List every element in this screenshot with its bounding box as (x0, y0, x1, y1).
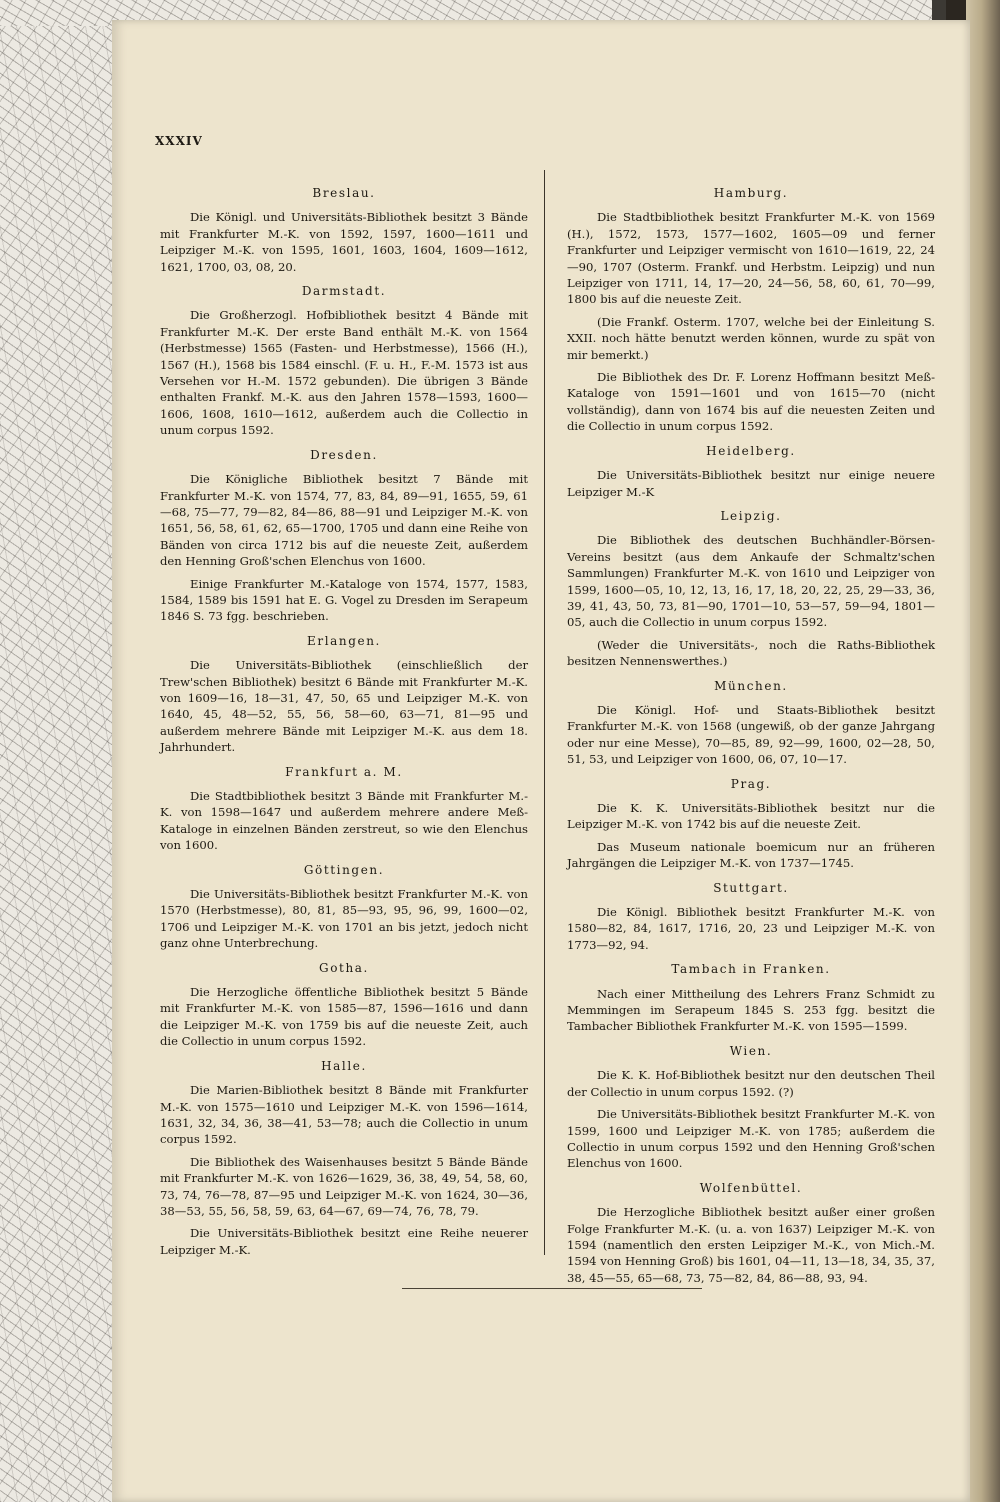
book-page (112, 20, 970, 1502)
section-paragraph: Die Universitäts-Bibliothek (einschließlich der Trew'schen Bibliothek) besitzt 6 Bände mit Frankfurter M.-K. von 1609—16, 18—31, 47, 50, 65 und Leipziger M.-K. von 1640, 45, 48—52, 55, 56, 58—60, 63—71, 81—95 und außerdem mehrere Bände mit Leipziger M.-K. aus dem 18. Jahrhundert. (160, 658, 528, 755)
section-paragraph: Die Königl. Bibliothek besitzt Frankfurter M.-K. von 1580—82, 84, 1617, 1716, 20, 23 und Leipziger M.-K. von 1773—92, 94. (567, 905, 935, 952)
section-paragraph: Die Königl. Hof- und Staats-Bibliothek besitzt Frankfurter M.-K. von 1568 (ungewiß, ob der ganze Jahrgang oder nur eine Messe), 70—85, 89, 92—99, 1600, 02—28, 50, 51, 53, und Leipziger von 1600, 06, 07, 10—17. (567, 702, 935, 767)
section-heading: Erlangen. (307, 633, 381, 648)
section-paragraph: Die Universitäts-Bibliothek besitzt eine Reihe neuerer Leipziger M.-K. (160, 1226, 528, 1257)
book-fore-edge (966, 0, 1000, 1502)
library-section (567, 961, 935, 1035)
section-heading: Göttingen. (303, 862, 385, 877)
bottom-rule (402, 1288, 702, 1289)
section-paragraph: Die Universitäts-Bibliothek besitzt Frankfurter M.-K. von 1570 (Herbstmesse), 80, 81, 85—93, 95, 96, 99, 1600—02, 1706 und Leipziger M.-K. von 1701 an bis jetzt, jedoch nicht ganz ohne Unterbrechung. (160, 887, 528, 951)
section-heading: Breslau. (312, 186, 376, 200)
section-paragraph: Die Stadtbibliothek besitzt Frankfurter M.-K. von 1569 (H.), 1572, 1573, 1577—1602, 1605—09 und ferner Frankfurter und Leipziger vermischt von 1610—1619, 22, 24—90, 1707 (Osterm. Frankf. und Herbstm. Leipzig) und nun Leipziger von 1711, 14, 17—20, 24—56, 58, 60, 61, 70—99, 1800 bis auf die neueste Zeit. (567, 210, 935, 307)
section-heading: Dresden. (310, 447, 378, 462)
section-heading: Hamburg. (713, 186, 789, 200)
library-section (160, 283, 528, 439)
library-section (160, 862, 528, 952)
section-heading: Prag. (730, 776, 772, 791)
library-section (567, 1043, 935, 1172)
section-heading: Frankfurt a. M. (285, 764, 403, 779)
right-column (567, 177, 935, 1292)
section-heading: Leipzig. (720, 508, 782, 523)
library-section (567, 880, 935, 954)
section-paragraph: Die Marien-Bibliothek besitzt 8 Bände mit Frankfurter M.-K. von 1575—1610 und Leipziger M.-K. von 1596—1614, 1631, 32, 34, 36, 38—41, 53—78; auch die Collectio in unum corpus 1592. (160, 1083, 528, 1147)
left-column (160, 177, 528, 1264)
section-heading: Halle. (321, 1058, 367, 1073)
library-section (567, 185, 935, 435)
library-section (567, 678, 935, 768)
section-paragraph: Die Königl. und Universitäts-Bibliothek besitzt 3 Bände mit Frankfurter M.-K. von 1592, 1597, 1600—1611 und Leipziger M.-K. von 1595, 1601, 1603, 1604, 1609—1612, 1621, 1700, 03, 08, 20. (160, 210, 528, 274)
section-paragraph: Die Herzogliche öffentliche Bibliothek besitzt 5 Bände mit Frankfurter M.-K. von 1585—87, 1596—1616 und dann die Leipziger M.-K. von 1759 bis auf die neueste Zeit, auch die Collectio in unum corpus 1592. (160, 985, 528, 1049)
library-section (160, 633, 528, 756)
library-section (160, 960, 528, 1050)
section-paragraph: Die Stadtbibliothek besitzt 3 Bände mit Frankfurter M.-K. von 1598—1647 und außerdem mehrere andere Meß-Kataloge in einzelnen Bänden zerstreut, so wie den Elenchus von 1600. (160, 789, 528, 853)
section-heading: Stuttgart. (713, 880, 789, 895)
library-section (567, 508, 935, 670)
section-paragraph: Die Herzogliche Bibliothek besitzt außer einer großen Folge Frankfurter M.-K. (u. a. von 1637) Leipziger M.-K. von 1594 (namentlich den ersten Leipziger M.-K., von Mich.-M. 1594 von Henning Groß) bis 1601, 04—11, 13—18, 34, 35, 37, 38, 45—55, 65—68, 73, 75—82, 84, 86—88, 93, 94. (567, 1205, 935, 1285)
section-paragraph: Die Universitäts-Bibliothek besitzt Frankfurter M.-K. von 1599, 1600 und Leipziger M.-K. von 1785; außerdem die Collectio in unum corpus 1592 und den Henning Groß'schen Elenchus von 1600. (567, 1107, 935, 1171)
library-section (567, 443, 935, 500)
marbled-endpaper-left (0, 0, 115, 1502)
section-heading: Tambach in Franken. (671, 962, 831, 977)
section-heading: Wolfenbüttel. (699, 1180, 803, 1195)
section-paragraph: Die K. K. Hof-Bibliothek besitzt nur den deutschen Theil der Collectio in unum corpus 1592. (?) (567, 1068, 935, 1099)
section-heading: Wien. (729, 1043, 773, 1058)
library-section (160, 185, 528, 275)
library-section (160, 1058, 528, 1258)
section-paragraph: Die K. K. Universitäts-Bibliothek besitzt nur die Leipziger M.-K. von 1742 bis auf die neueste Zeit. (567, 801, 935, 832)
section-paragraph: Die Bibliothek des Waisenhauses besitzt 5 Bände Bände mit Frankfurter M.-K. von 1626—1629, 36, 38, 49, 54, 58, 60, 73, 74, 76—78, 87—95 und Leipziger M.-K. von 1624, 30—36, 38—53, 55, 56, 58, 59, 63, 64—67, 69—74, 76, 78, 79. (160, 1154, 528, 1218)
section-paragraph: Die Großherzogl. Hofbibliothek besitzt 4 Bände mit Frankfurter M.-K. Der erste Band enthält M.-K. von 1564 (Herbstmesse) 1565 (Fasten- und Herbstmesse), 1566 (H.), 1567 (H.), 1568 bis 1584 einschl. (F. u. H., F.-M. 1573 ist aus Versehen vor H.-M. 1572 gebunden). Die übrigen 3 Bände enthalten Frankf. M.-K. aus den Jahren 1578—1593, 1600—1606, 1608, 1610—1612, außerdem auch die Collectio in unum corpus 1592. (160, 308, 528, 438)
section-heading: München. (714, 678, 788, 693)
section-paragraph: Die Bibliothek des deutschen Buchhändler-Börsen-Vereins besitzt (aus dem Ankaufe der Schmaltz'schen Sammlungen) Frankfurter M.-K. von 1610 und Leipziger von 1599, 1600—05, 10, 12, 13, 16, 17, 18, 20, 22, 25, 29—33, 36, 39, 41, 43, 50, 73, 81—90, 1701—10, 53—57, 59—94, 1801—05, auch die Collectio in unum corpus 1592. (567, 533, 935, 630)
section-paragraph: (Weder die Universitäts-, noch die Raths-Bibliothek besitzen Nennenswerthes.) (567, 637, 935, 669)
column-divider (544, 170, 545, 1255)
section-paragraph: Nach einer Mittheilung des Lehrers Franz Schmidt zu Memmingen im Serapeum 1845 S. 253 fgg. besitzt die Tambacher Bibliothek Frankfurter M.-K. von 1595—1599. (567, 986, 935, 1034)
library-section (567, 776, 935, 872)
section-heading: Heidelberg. (706, 443, 796, 458)
library-section (160, 447, 528, 625)
section-paragraph: Das Museum nationale boemicum nur an früheren Jahrgängen die Leipziger M.-K. von 1737—1745. (567, 839, 935, 871)
section-paragraph: Einige Frankfurter M.-Kataloge von 1574, 1577, 1583, 1584, 1589 bis 1591 hat E. G. Vogel zu Dresden im Serapeum 1846 S. 73 fgg. beschrieben. (160, 576, 528, 624)
section-paragraph: Die Universitäts-Bibliothek besitzt nur einige neuere Leipziger M.-K (567, 468, 935, 499)
section-paragraph: Die Bibliothek des Dr. F. Lorenz Hoffmann besitzt Meß-Kataloge von 1591—1601 und von 1615—70 (nicht vollständig), dann von 1674 bis auf die neuesten Zeiten und die Collectio in unum corpus 1592. (567, 370, 935, 434)
section-paragraph: Die Königliche Bibliothek besitzt 7 Bände mit Frankfurter M.-K. von 1574, 77, 83, 84, 89—91, 1655, 59, 61—68, 75—77, 79—82, 84—86, 88—91 und Leipziger M.-K. von 1651, 56, 58, 61, 62, 65—1700, 1705 und dann eine Reihe von Bänden von circa 1712 bis auf die neueste Zeit, außerdem den Henning Groß'schen Elenchus von 1600. (160, 472, 528, 569)
page-number: XXXIV (155, 134, 203, 148)
section-paragraph: (Die Frankf. Osterm. 1707, welche bei der Einleitung S. XXII. noch hätte benutzt werden können, wurde zu spät von mir bemerkt.) (567, 314, 935, 362)
library-section (567, 1180, 935, 1286)
section-heading: Gotha. (319, 960, 369, 975)
section-heading: Darmstadt. (301, 284, 387, 299)
library-section (160, 764, 528, 854)
